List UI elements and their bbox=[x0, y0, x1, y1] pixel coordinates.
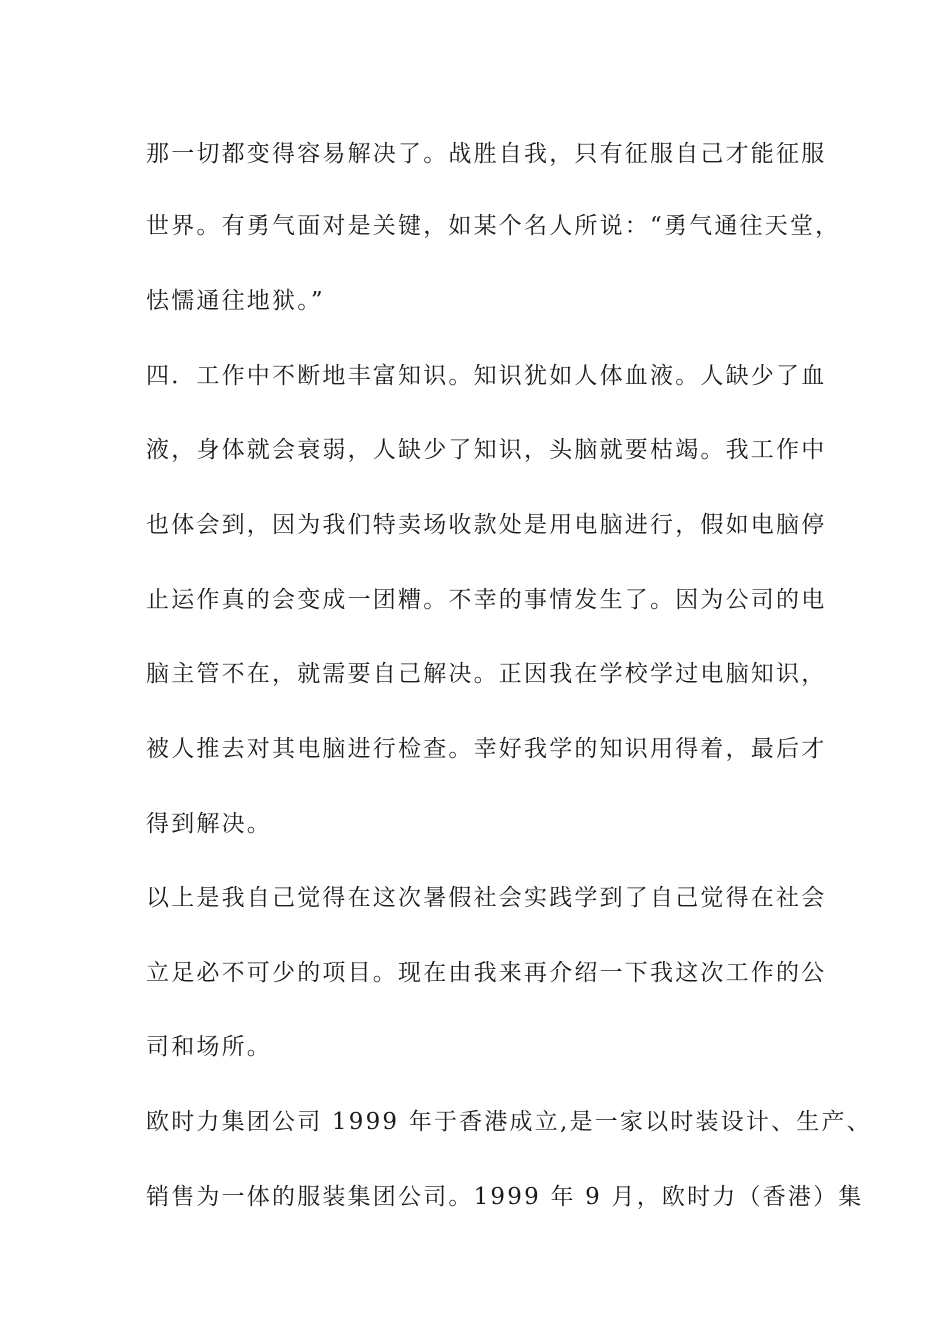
text-line: 被人推去对其电脑进行检查。幸好我学的知识用得着，最后才 bbox=[146, 736, 827, 762]
text-line: 销售为一体的服装集团公司。1999 年 9 月，欧时力（香港）集 bbox=[146, 1184, 864, 1210]
text-line: 得到解决。 bbox=[146, 811, 272, 837]
text-line: 欧时力集团公司 1999 年于香港成立,是一家以时装设计、生产、 bbox=[146, 1109, 872, 1135]
text-line: 司和场所。 bbox=[146, 1034, 272, 1060]
text-line: 世界。有勇气面对是关键，如某个名人所说：“勇气通往天堂， bbox=[146, 213, 841, 239]
text-line: 那一切都变得容易解决了。战胜自我，只有征服自己才能征服 bbox=[146, 141, 827, 167]
text-line: 立足必不可少的项目。现在由我来再介绍一下我这次工作的公 bbox=[146, 960, 827, 986]
text-line: 以上是我自己觉得在这次暑假社会实践学到了自己觉得在社会 bbox=[146, 885, 827, 911]
text-line: 四．工作中不断地丰富知识。知识犹如人体血液。人缺少了血 bbox=[146, 363, 827, 389]
text-line: 也体会到，因为我们特卖场收款处是用电脑进行，假如电脑停 bbox=[146, 512, 827, 538]
text-line: 脑主管不在，就需要自己解决。正因我在学校学过电脑知识， bbox=[146, 661, 827, 687]
text-line: 怯懦通往地狱。” bbox=[146, 288, 325, 314]
text-line: 液，身体就会衰弱，人缺少了知识，头脑就要枯竭。我工作中 bbox=[146, 437, 827, 463]
text-line: 止运作真的会变成一团糟。不幸的事情发生了。因为公司的电 bbox=[146, 587, 827, 613]
